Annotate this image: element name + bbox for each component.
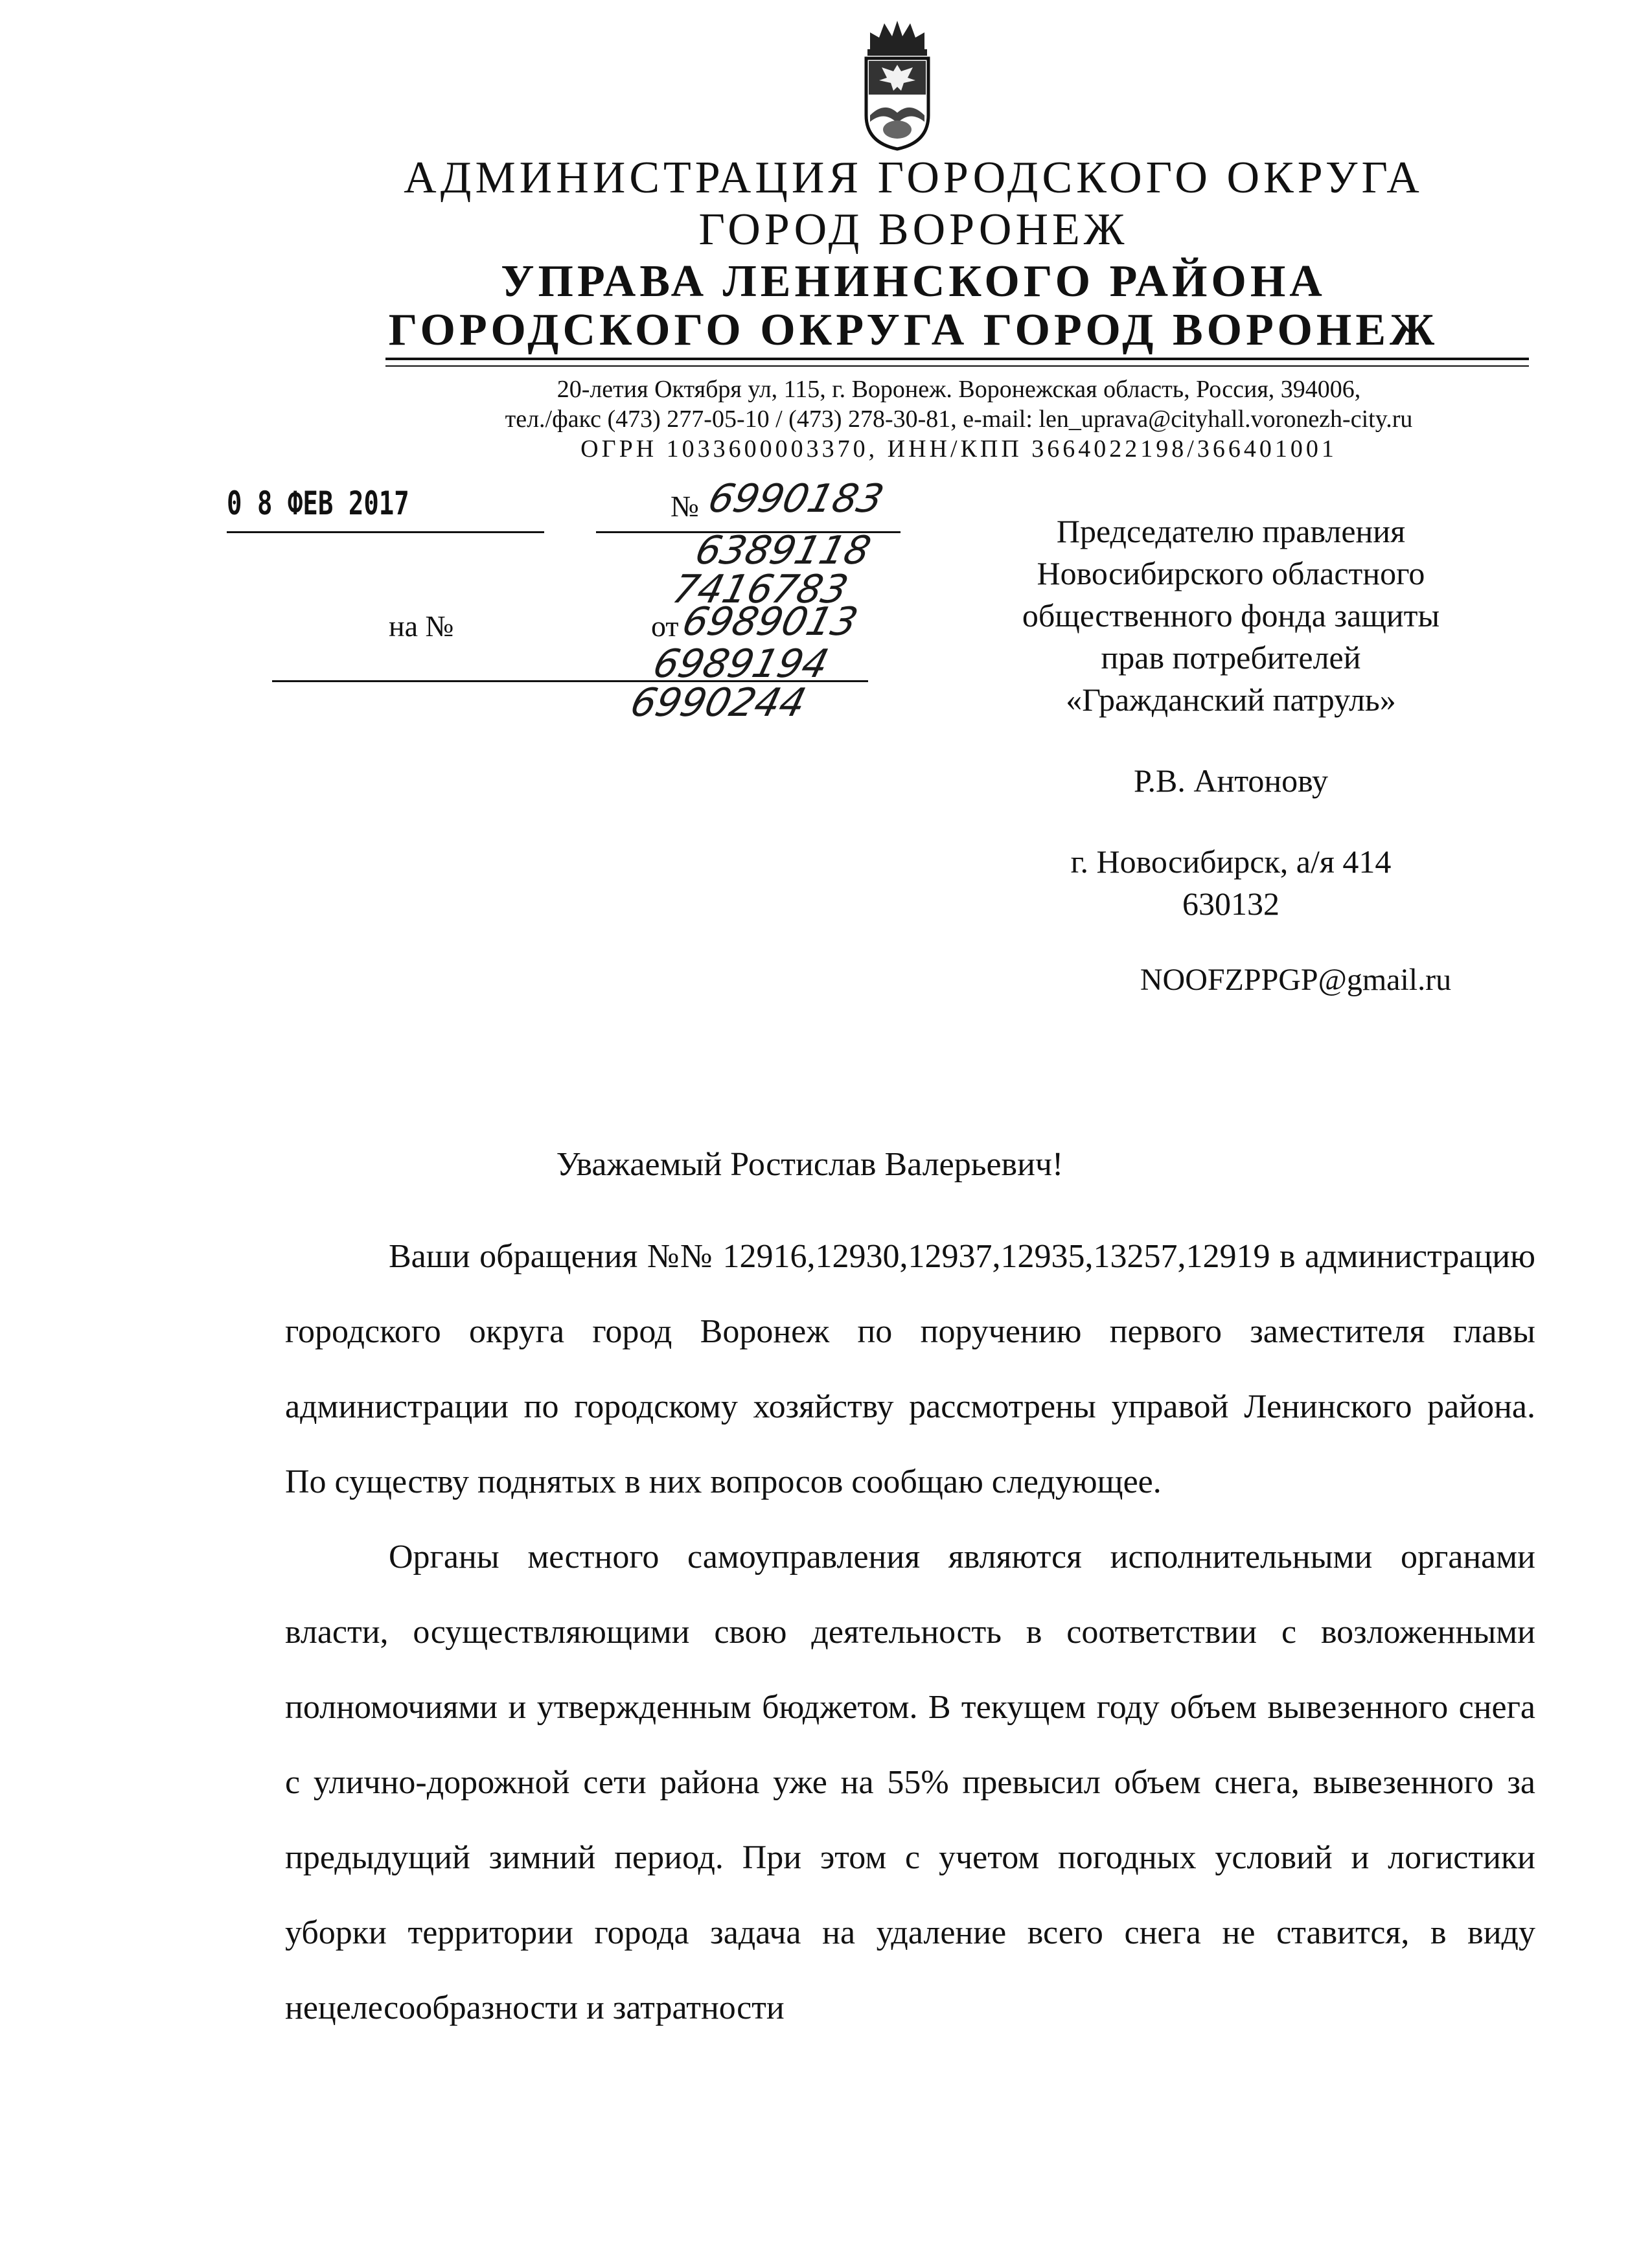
handwritten-number-1: 6389118 [691,528,875,573]
org-address: 20-летия Октября ул, 115, г. Воронеж. Воронежская область, Россия, 394006, [556,376,1361,403]
date-stamp: 0 8 ФЕВ 2017 [227,485,409,522]
addressee-name: Р.В. Антонову [1133,762,1329,799]
date-line [227,531,544,533]
coat-of-arms-emblem [858,18,936,151]
org-registry: ОГРН 1033600003370, ИНН/КПП 3664022198/366401001 [580,435,1337,463]
addressee-line-2: Новосибирского областного [1037,555,1425,591]
org-title-line1: АДМИНИСТРАЦИЯ ГОРОДСКОГО ОКРУГА [404,153,1423,203]
header-rule-thick [385,358,1529,360]
addressee-line-5: «Гражданский патруль» [1066,682,1396,718]
letter-paragraph-1: Ваши обращения №№ 12916,12930,12937,12935,13257,12919 в администрацию городского округа город Воронеж по поручению первого заместителя главы администрации по городскому хозяйству рассмотрены управой Ленинского района. По существу поднятых в них вопросов сообщаю следующее. [285,1238,1535,1500]
letter-body [285,1219,1535,2046]
addressee-city: г. Новосибирск, а/я 414 [1070,843,1392,880]
number-label: № [671,490,699,523]
addressee-line-3: общественного фонда защиты [1022,597,1440,634]
reference-label: на № [389,610,454,643]
org-title-line2: ГОРОД ВОРОНЕЖ [698,205,1129,255]
handwritten-number-4: 6989194 [648,641,833,687]
addressee-postcode: 630132 [1182,886,1279,922]
header-rule-thin [385,365,1529,367]
letter-paragraph-2: Органы местного самоуправления являются исполнительными органами власти, осуществляющими свою деятельность в соответствии с возложенными полномочиями и утвержденным бюджетом. В текущем году объем вывезенного снега с улично-дорожной сети района уже на 55% превысил объем снега, вывезенного за предыдущий зимний период. При этом с учетом погодных условий и логистики уборки территории города задача на удаление всего снега не ставится, в виду нецелесообразности и затратности [285,1539,1535,2026]
dept-title-line1: УПРАВА ЛЕНИНСКОГО РАЙОНА [501,257,1326,306]
handwritten-number-5: 6990244 [626,680,810,726]
org-contacts: тел./факс (473) 277-05-10 / (473) 278-30-81, e-mail: len_uprava@cityhall.voronezh-city.ru [505,406,1413,433]
addressee-line-4: прав потребителей [1101,639,1361,676]
letter-greeting: Уважаемый Ростислав Валерьевич! [556,1146,1064,1183]
handwritten-number-2: 7416783 [668,567,853,612]
dept-title-line2: ГОРОДСКОГО ОКРУГА ГОРОД ВОРОНЕЖ [388,305,1439,355]
addressee-email: NOOFZPPGP@gmail.ru [1140,963,1452,997]
outgoing-number: 6990183 [704,476,888,521]
addressee-line-1: Председателю правления [1056,513,1406,549]
handwritten-number-3: 6989013 [678,599,862,645]
from-label: от [651,610,679,643]
